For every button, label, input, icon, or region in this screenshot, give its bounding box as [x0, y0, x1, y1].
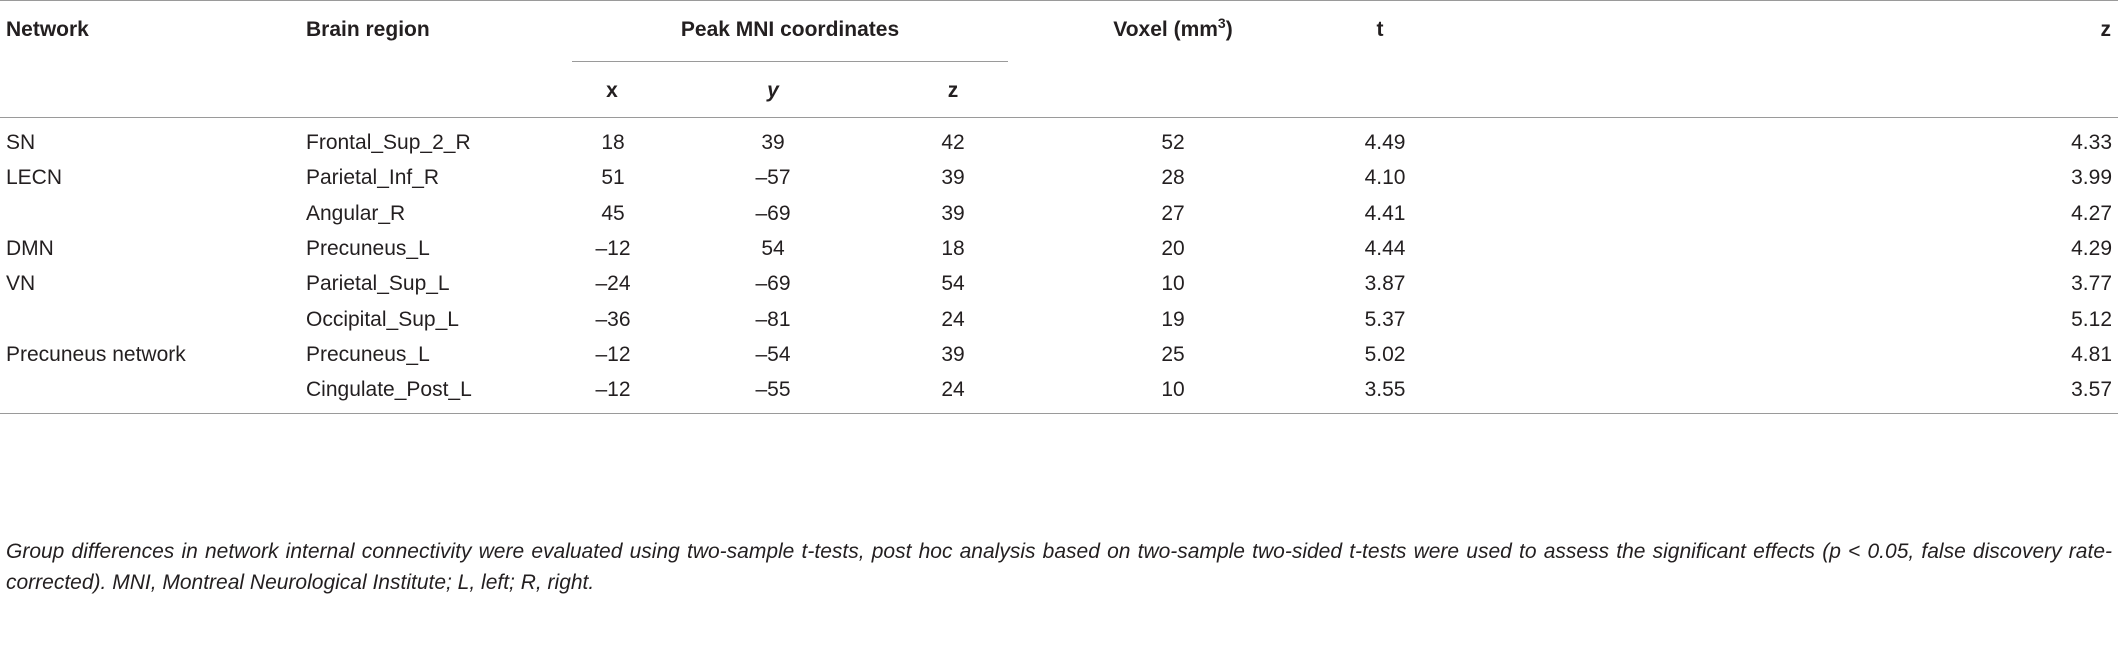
cell-z: 42: [941, 131, 965, 154]
cell-brain-region: Angular_R: [306, 201, 406, 225]
cell-z: 18: [941, 236, 965, 260]
header-z-score: z: [2100, 18, 2111, 41]
cell-z-score: 3.99: [2071, 166, 2112, 190]
cell-z-score: 3.57: [2071, 378, 2112, 402]
cell-x: –12: [595, 236, 631, 260]
header-y: y: [767, 79, 779, 102]
cell-z-score: 3.77: [2071, 272, 2112, 296]
header-peak-mni-coordinates: Peak MNI coordinates: [680, 18, 900, 41]
cell-t: 4.49: [1364, 131, 1406, 154]
cell-brain-region: Cingulate_Post_L: [306, 378, 472, 402]
cell-t: 3.55: [1364, 378, 1406, 402]
cell-brain-region: Frontal_Sup_2_R: [306, 131, 471, 154]
top-rule: [0, 0, 2118, 1]
cell-z: 39: [941, 342, 965, 366]
header-x: x: [606, 79, 618, 102]
header-brain-region: Brain region: [306, 18, 430, 41]
cell-voxel: 52: [1161, 131, 1185, 154]
cell-brain-region: Parietal_Inf_R: [306, 166, 440, 190]
cell-z-score: 4.33: [2071, 131, 2112, 154]
cell-y: 54: [761, 236, 785, 260]
cell-voxel: 10: [1161, 272, 1185, 296]
cell-t: 5.37: [1364, 307, 1406, 331]
cell-brain-region: Occipital_Sup_L: [306, 307, 459, 331]
cell-network: VN: [6, 272, 36, 296]
cell-brain-region: Precuneus_L: [306, 236, 430, 260]
cell-voxel: 27: [1161, 201, 1185, 225]
bottom-rule: [0, 413, 2118, 414]
header-network: Network: [6, 18, 89, 41]
cell-x: –12: [595, 378, 631, 402]
cell-t: 4.44: [1364, 236, 1406, 260]
cell-t: 4.10: [1364, 166, 1406, 190]
cell-t: 3.87: [1364, 272, 1406, 296]
cell-network: DMN: [6, 236, 54, 260]
coordinates-subrule: [572, 61, 1008, 62]
cell-z: 39: [941, 166, 965, 190]
cell-z-score: 5.12: [2071, 307, 2112, 331]
cell-x: 45: [601, 201, 625, 225]
cell-voxel: 25: [1161, 342, 1185, 366]
cell-network: Precuneus network: [6, 342, 186, 366]
header-voxel: [1113, 17, 1232, 43]
cell-x: 18: [601, 131, 625, 154]
header-z: z: [947, 79, 959, 102]
cell-y: –69: [755, 201, 791, 225]
cell-t: 5.02: [1364, 342, 1406, 366]
cell-y: –69: [755, 272, 791, 296]
header-rule: [0, 117, 2118, 118]
cell-t: 4.41: [1364, 201, 1406, 225]
cell-brain-region: Parietal_Sup_L: [306, 272, 450, 296]
table-footnote: Group differences in network internal connectivity were evaluated using two-sample t-tests, post hoc analysis based on two-sample two-sided t-tests were used to assess the significant effects (p < 0.05, false discovery rate-corrected). MNI, Montreal Neurological Institute; L, left; R, right.: [6, 540, 2112, 594]
cell-y: –54: [755, 342, 791, 366]
cell-voxel: 19: [1161, 307, 1185, 331]
header-t: t: [1376, 18, 1384, 41]
cell-y: –57: [755, 166, 791, 190]
cell-z: 54: [941, 272, 965, 296]
header-voxel-close: ): [1225, 18, 1233, 41]
cell-x: –12: [595, 342, 631, 366]
cell-network: SN: [6, 131, 36, 154]
cell-z-score: 4.27: [2071, 201, 2112, 225]
cell-z: 24: [941, 378, 965, 402]
cell-z-score: 4.81: [2071, 342, 2112, 366]
cell-voxel: 28: [1161, 166, 1185, 190]
cell-brain-region: Precuneus_L: [306, 342, 430, 366]
cell-y: –81: [755, 307, 791, 331]
cell-y: –55: [755, 378, 791, 402]
cell-x: 51: [601, 166, 625, 190]
header-voxel-label: Voxel (mm: [1113, 18, 1218, 41]
cell-x: –36: [595, 307, 631, 331]
cell-z-score: 4.29: [2071, 236, 2112, 260]
header-voxel-superscript: 3: [1217, 15, 1226, 31]
cell-y: 39: [761, 131, 785, 154]
cell-x: –24: [595, 272, 631, 296]
cell-z: 39: [941, 201, 965, 225]
cell-voxel: 10: [1161, 378, 1185, 402]
cell-z: 24: [941, 307, 965, 331]
cell-voxel: 20: [1161, 236, 1185, 260]
cell-network: LECN: [6, 166, 63, 190]
